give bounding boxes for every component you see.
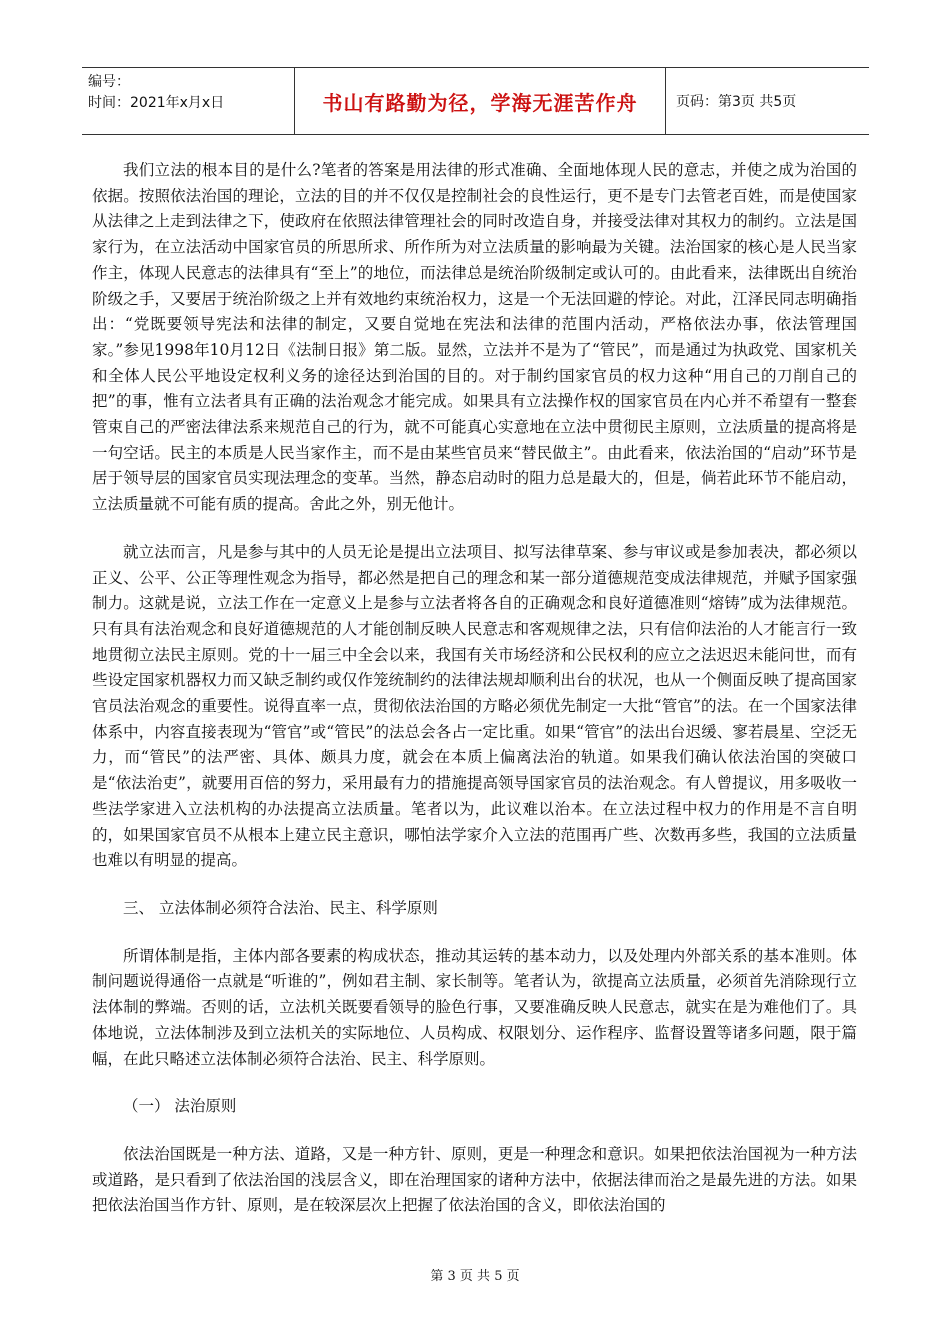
section-heading-3: 三、 立法体制必须符合法治、民主、科学原则 [123,898,438,917]
header-meta [82,68,295,134]
document-date-label: 时间：2021年x月x日 [88,95,225,111]
header-page-info: 页码：第3页 共5页 [676,94,797,110]
body-paragraph-1: 我们立法的根本目的是什么?笔者的答案是用法律的形式准确、全面地体现人民的意志，并使之成为治国的依据。按照依法治国的理论，立法的目的并不仅仅是控制社会的良性运行，更不是专门去管老百姓，而是使国家从法律之上走到法律之下，使政府在依照法律管理社会的同时改造自身，并接受法律对其权力的制约。立法是国家行为，在立法活动中国家官员的所思所求、所作所为对立法质量的影响最为关键。法治国家的核心是人民当家作主，体现人民意志的法律具有“至上”的地位，而法律总是统治阶级制定或认可的。由此看来，法律既出自统治阶级之手，又要居于统治阶级之上并有效地约束统治权力，这是一个无法回避的悖论。对此，江泽民同志明确指出：“党既要领导宪法和法律的制定，又要自觉地在宪法和法律的范围内活动，严格依法办事，依法管理国家。”参见1998年10月12日《法制日报》第二版。显然，立法并不是为了“管民”，而是通过为执政党、国家机关和全体人民公平地设定权利义务的途径达到治国的目的。对于制约国家官员的权力这种“用自己的刀削自己的把”的事，惟有立法者具有正确的法治观念才能完成。如果具有立法操作权的国家官员在内心并不希望有一整套管束自己的严密法律法系来规范自己的行为，就不可能真心实意地在立法中贯彻民主原则，立法质量的提高将是一句空话。民主的本质是人民当家作主，而不是由某些官员来“替民做主”。由此看来，依法治国的“启动”环节是居于领导层的国家官员实现法理念的变革。当然，静态启动时的阻力总是最大的，但是，倘若此环节不能启动，立法质量就不可能有质的提高。舍此之外，别无他计。 [92,161,857,514]
subsection-heading-1: （一） 法治原则 [123,1097,237,1116]
body-paragraph-2: 就立法而言，凡是参与其中的人员无论是提出立法项目、拟写法律草案、参与审议或是参加表决，都必须以正义、公平、公正等理性观念为指导，都必然是把自己的理念和某一部分道德规范变成法律规范，并赋予国家强制力。这就是说，立法工作在一定意义上是参与立法者将各自的正确观念和良好道德准则“熔铸”成为法律规范。只有具有法治观念和良好道德规范的人才能创制反映人民意志和客观规律之法，只有信仰法治的人才能言行一致地贯彻立法民主原则。党的十一届三中全会以来，我国有关市场经济和公民权利的应立之法迟迟未能问世，而有些设定国家机器权力而又缺乏制约或仅作笼统制约的法律法规却顺利出台的状况，也从一个侧面反映了提高国家官员法治观念的重要性。说得直率一点，贯彻依法治国的方略必须优先制定一大批“管官”的法。在一个国家法律体系中，内容直接表现为“管官”或“管民”的法总会各占一定比重。如果“管官”的法出台迟缓、寥若晨星、空泛无力，而“管民”的法严密、具体、颇具力度，就会在本质上偏离法治的轨道。如果我们确认依法治国的突破口是“依法治吏”，就要用百倍的努力，采用最有力的措施提高领导国家官员的法治观念。有人曾提议，用多吸收一些法学家进入立法机构的办法提高立法质量。笔者以为，此议难以治本。在立法过程中权力的作用是不言自明的，如果国家官员不从根本上建立民主意识，哪怕法学家介入立法的范围再广些、次数再多些，我国的立法质量也难以有明显的提高。 [92,542,857,870]
body-paragraph-3: 所谓体制是指，主体内部各要素的构成状态，推动其运转的基本动力，以及处理内外部关系的基本准则。体制问题说得通俗一点就是“听谁的”，例如君主制、家长制等。笔者认为，欲提高立法质量，必须首先消除现行立法体制的弊端。否则的话，立法机关既要看领导的脸色行事，又要准确反映人民意志，就实在是为难他们了。具体地说，立法体制涉及到立法机关的实际地位、人员构成、权限划分、运作程序、监督设置等诸多问题，限于篇幅，在此只略述立法体制必须符合法治、民主、科学原则。 [92,946,857,1068]
document-body [92,158,857,1219]
body-paragraph-4: 依法治国既是一种方法、道路，又是一种方针、原则，更是一种理念和意识。如果把依法治国视为一种方法或道路，是只看到了依法治国的浅层含义，即在治理国家的诸种方法中，依据法律而治之是最先进的方法。如果把依法治国当作方针、原则，是在较深层次上把握了依法治国的含义，即依法治国的 [92,1144,857,1215]
header-motto: 书山有路勤为径，学海无涯苦作舟 [295,68,666,134]
document-number-label: 编号： [88,74,130,90]
page-header [82,67,869,135]
page-footer: 第 3 页 共 5 页 [430,1269,520,1284]
